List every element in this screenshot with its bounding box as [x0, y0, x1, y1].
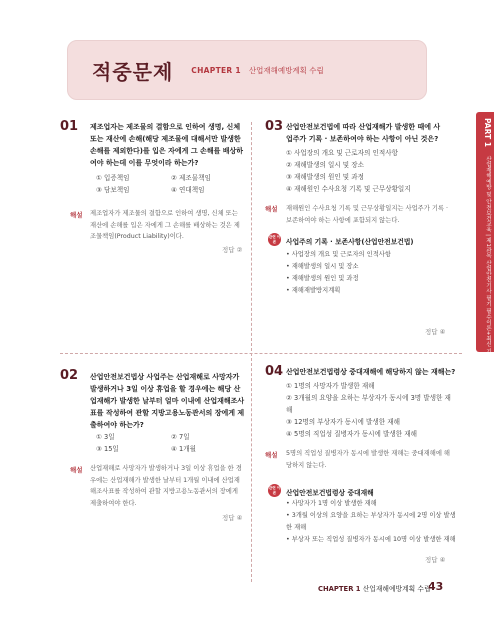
option: ② 3개월의 요양을 요하는 부상자가 동시에 3명 발생한 재해	[286, 394, 451, 414]
option: ④ 1개월	[171, 445, 196, 453]
solution-text: 5명의 직업성 질병자가 동시에 발생한 재해는 중대재해에 해당하지 않는다.	[286, 450, 451, 469]
related-theory-list	[286, 249, 456, 297]
page-number: 43	[428, 580, 444, 593]
option: ④ 5명의 직업성 질병자가 동시에 발생한 재해	[286, 430, 417, 438]
option: ③ 담보책임	[96, 186, 130, 194]
question-text: 산업안전보건법에 따라 산업재해가 발생한 때에 사업주가 기록 · 보존하여야 하는 사항이 아닌 것은?	[286, 123, 441, 143]
option: ③ 15일	[96, 445, 119, 453]
column-divider	[251, 122, 252, 582]
footer-title: 산업재해예방계획 수립	[362, 585, 431, 593]
option: ③ 12명의 부상자가 동시에 발생한 재해	[286, 418, 400, 426]
question-options	[96, 172, 246, 196]
list-item: • 부상자 또는 직업성 질병자가 동시에 10명 이상 발생한 재해	[286, 534, 456, 546]
option: ② 재해발생의 일시 및 장소	[286, 161, 364, 169]
list-item: • 재해발생의 원인 및 과정	[286, 273, 456, 285]
question-options	[286, 147, 451, 195]
page-title: 적중문제	[92, 59, 174, 84]
list-item: • 재해발생의 일시 및 장소	[286, 261, 456, 273]
solution-text: 산업재해로 사망자가 발생하거나 3일 이상 휴업을 한 경우에는 산업재해가 발생한 날부터 1개월 이내에 산업재해조사표를 작성하여 관할 지방고용노동관서의 장에게 제출하여야 한다.	[90, 465, 242, 507]
option: ④ 재해원인 수사요청 기록 및 근무상황일지	[286, 185, 411, 193]
chapter-label: CHAPTER 1	[191, 65, 241, 75]
question-text: 산업안전보건법상 사업주는 산업재해로 사망자가 발생하거나 3일 이상 휴업을 할 경우에는 해당 산업재해가 발생한 날부터 얼마 이내에 산업재해조사표를 작성하여 관할 지방고용노동관서의 장에게 제출하여야 하는가?	[90, 373, 245, 429]
solution-label: 해설	[70, 466, 83, 474]
part-label: PART 1	[483, 118, 492, 147]
question-number: 03	[265, 119, 284, 134]
question-options	[96, 431, 246, 455]
answer: 정답 ④	[425, 328, 446, 336]
option: ① 1명의 사망자가 발생한 재해	[286, 382, 375, 390]
option: ① 사업장의 개요 및 근로자의 인적사항	[286, 149, 398, 157]
solution-text: 재해원인 수사요청 기록 및 근무상황일지는 사업주가 기록 · 보존하여야 하는 사항에 포함되지 않는다.	[286, 205, 448, 224]
related-theory-title: 사업주의 기록 · 보존사항(산업안전보건법)	[286, 238, 414, 246]
solution-label: 해설	[265, 451, 278, 459]
chapter-header	[67, 40, 427, 100]
solution-label: 해설	[70, 211, 83, 219]
answer: 정답 ②	[222, 246, 243, 254]
option: ② 제조물책임	[171, 174, 211, 182]
related-theory-title: 산업안전보건법령상 중대재해	[286, 489, 374, 497]
question-number: 01	[60, 119, 79, 134]
option: ④ 연대책임	[171, 186, 205, 194]
list-item: • 사망자가 1명 이상 발생한 재해	[286, 498, 456, 510]
question-number: 02	[60, 368, 79, 383]
row-divider	[60, 353, 462, 354]
footer-chapter: CHAPTER 1	[318, 585, 361, 593]
related-theory-list	[286, 498, 456, 546]
list-item: • 3개월 이상의 요양을 요하는 부상자가 동시에 2명 이상 발생한 재해	[286, 510, 456, 534]
option: ② 7일	[171, 433, 190, 441]
related-theory-icon: 관련 이론	[268, 486, 281, 495]
answer: 정답 ④	[425, 556, 446, 564]
question-options	[286, 380, 451, 440]
page-footer	[318, 583, 431, 593]
part-description: 산업재해예방 및 안전보건교육 | 제1과목 산업안전기사 필기 필수이론+최신 기출문제	[485, 156, 491, 371]
option: ① 입증책임	[96, 174, 130, 182]
chapter-title: 산업재해예방계획 수립	[248, 65, 324, 75]
solution-label: 해설	[265, 205, 278, 213]
question-number: 04	[265, 364, 284, 379]
option: ① 3일	[96, 433, 115, 441]
option: ③ 재해발생의 원인 및 과정	[286, 173, 364, 181]
question-text: 산업안전보건법령상 중대재해에 해당하지 않는 재해는?	[286, 368, 456, 376]
related-theory-icon: 관련 이론	[268, 235, 281, 244]
list-item: • 재해재발방지계획	[286, 285, 456, 297]
answer: 정답 ④	[222, 514, 243, 522]
question-text: 제조업자는 제조물의 결함으로 인하여 생명, 신체 또는 재산에 손해(해당 제조물에 대해서만 발생한 손해를 제외한다)를 입은 자에게 그 손해를 배상하여야 하는데 이를 무엇이라 하는가?	[90, 123, 244, 167]
list-item: • 사업장의 개요 및 근로자의 인적사항	[286, 249, 456, 261]
solution-text: 제조업자가 제조물의 결함으로 인하여 생명, 신체 또는 재산에 손해를 입은 자에게 그 손해를 배상하는 것은 제조물책임(Product Liability)이다.	[90, 210, 240, 240]
